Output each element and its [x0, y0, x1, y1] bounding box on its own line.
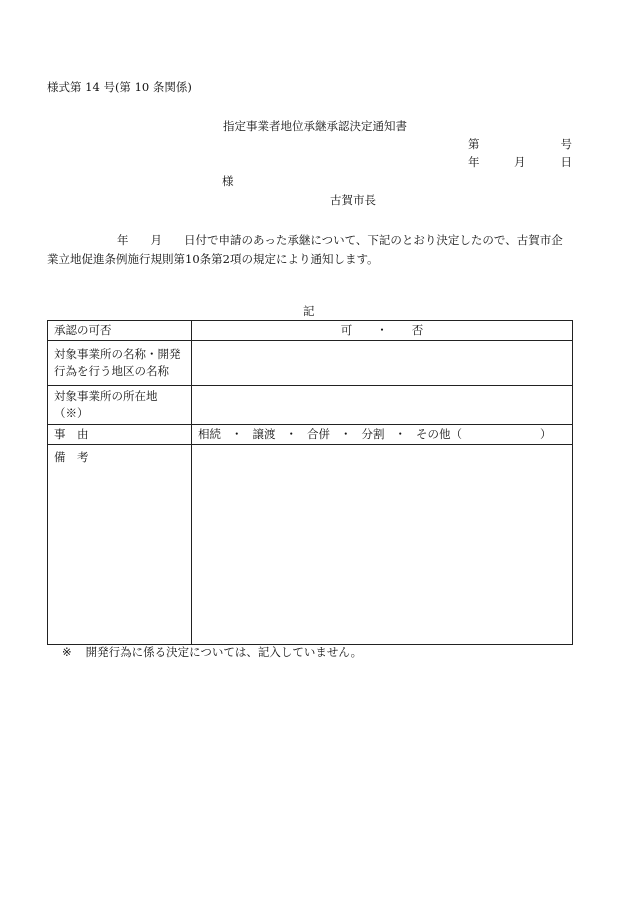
- facility-name-label-line-2: 行為を行う地区の名称: [54, 364, 169, 378]
- addressee-honorific: 様: [222, 174, 234, 188]
- table-row: [48, 341, 573, 386]
- table-row: [48, 425, 573, 445]
- reason-separator: ・: [285, 427, 297, 441]
- facility-name-label: [48, 341, 192, 386]
- approval-separator: ・: [376, 323, 388, 337]
- reason-transfer: 譲渡: [252, 427, 276, 441]
- table-row: [48, 386, 573, 425]
- reason-separator: ・: [231, 427, 243, 441]
- table-row: [48, 445, 573, 645]
- notice-body-line-1: [47, 231, 574, 250]
- facility-name-value: [192, 341, 573, 386]
- date-day-label: 日: [560, 155, 572, 169]
- decision-table: [47, 320, 573, 645]
- date-year-label: 年: [468, 155, 480, 169]
- reason-merger: 合併: [307, 427, 330, 441]
- footnote: [62, 647, 362, 659]
- body-year-label: 年: [117, 233, 129, 247]
- footnote-mark: ※: [62, 645, 72, 659]
- facility-location-label: 対象事業所の所在地（※）: [48, 386, 192, 425]
- reason-split: 分割: [361, 427, 385, 441]
- reason-separator: ・: [340, 427, 352, 441]
- ki-heading: 記: [303, 304, 315, 318]
- reason-other-close: ）: [540, 427, 552, 441]
- approval-yes: 可: [340, 323, 353, 337]
- document-title: 指定事業者地位承継承認決定通知書: [223, 119, 407, 133]
- body-line-1-text: 日付で申請のあった承継について、下記のとおり決定したので、古賀市企: [184, 233, 563, 247]
- number-prefix: 第: [468, 137, 480, 151]
- date-month-label: 月: [514, 155, 526, 169]
- reason-separator: ・: [394, 427, 406, 441]
- reason-options: [192, 425, 573, 445]
- remarks-value: [192, 445, 573, 645]
- reason-label: 事 由: [48, 425, 192, 445]
- facility-name-label-line-1: 対象事業所の名称・開発: [54, 347, 181, 361]
- approval-label: 承認の可否: [48, 321, 192, 341]
- table-row: [48, 321, 573, 341]
- footnote-text: 開発行為に係る決定については、記入していません。: [85, 645, 363, 659]
- notice-body-line-2: 業立地促進条例施行規則第10条第2項の規定により通知します。: [47, 252, 379, 266]
- form-number: 様式第 14 号(第 10 条関係): [47, 80, 192, 94]
- notice-body: [47, 231, 574, 269]
- approval-no: 否: [411, 323, 424, 337]
- reason-other: その他（: [416, 427, 462, 441]
- facility-location-value: [192, 386, 573, 425]
- remarks-label: 備 考: [48, 445, 192, 645]
- approval-options: [192, 321, 573, 341]
- number-suffix: 号: [560, 137, 572, 151]
- reason-inherit: 相続: [198, 427, 221, 441]
- body-month-label: 月: [150, 233, 162, 247]
- issuer-name: 古賀市長: [330, 193, 376, 207]
